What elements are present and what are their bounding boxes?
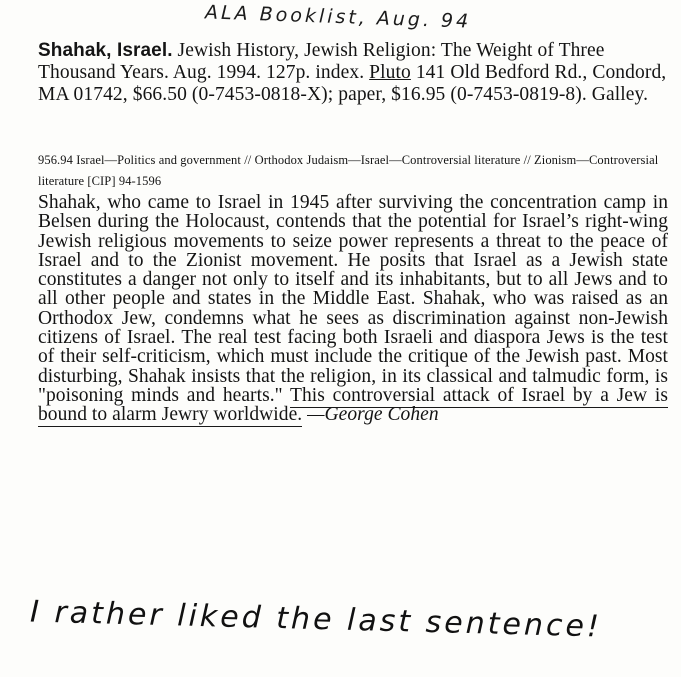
publisher-details: 141 Old Bedford Rd., Condord, MA 01742, $66.50 (0-7453-0818-X); paper, $16.95 (0-7453-0819-8). Galley.: [38, 62, 667, 105]
review-text: [38, 193, 668, 425]
book-publisher: Pluto: [369, 62, 411, 83]
book-author: Shahak, Israel.: [38, 40, 173, 61]
handwritten-comment: I rather liked the last sentence!: [29, 594, 603, 645]
book-citation: [38, 40, 668, 106]
underlined-final-sentence: This controversial attack of Israel by a Jew is bound to alarm Jewry worldwide.: [38, 384, 668, 426]
subject-headings: 956.94 Israel—Politics and government // Orthodox Judaism—Israel—Controversial literature // Zionism—Controversial literature [CIP] 94-1596: [38, 153, 659, 188]
reviewer-name: —George Cohen: [302, 404, 439, 426]
handwritten-source-note: ALA Booklist, Aug. 94: [204, 1, 472, 33]
review-body: Shahak, who came to Israel in 1945 after surviving the concentration camp in Belsen during the Holocaust, contends that the potential for Israel’s right-wing Jewish religious movements to seize power represents a threat to the peace of Israel and to the Zionist movement. He posits that Israel as a Jewish state constitutes a danger not only to itself and its inhabitants, but to all Jews and to all other people and states in the Middle East. Shahak, who was raised as an Orthodox Jew, condemns what he sees as discrimination against non-Jewish citizens of Israel. The real test facing both Israeli and diaspora Jews is the test of their self-criticism, which must include the critique of the Jewish past. Most disturbing, Shahak insists that the religion, in its classical and talmudic form, is "poisoning minds and hearts.": [38, 192, 668, 406]
book-title-details: Jewish History, Jewish Religion: The Weight of Three Thousand Years. Aug. 1994. 127p. index.: [38, 40, 605, 83]
